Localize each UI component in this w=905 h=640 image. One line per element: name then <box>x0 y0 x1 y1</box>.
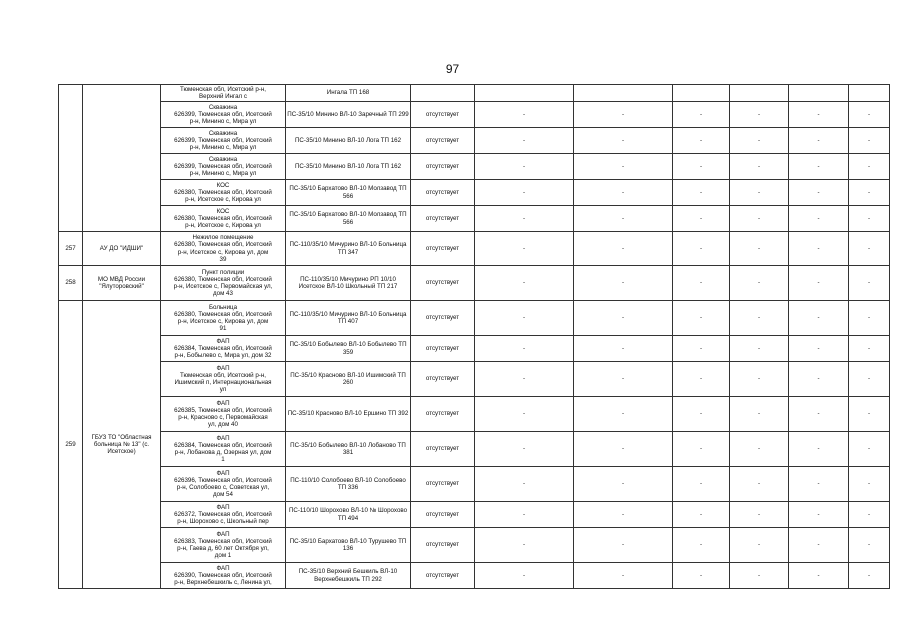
dash-cell: - <box>574 180 673 206</box>
object-address-line: ФАП <box>216 530 230 538</box>
dash-cell: - <box>849 528 890 563</box>
dash-cell: - <box>574 206 673 232</box>
dash-cell: - <box>475 432 574 467</box>
dash-cell <box>574 85 673 102</box>
dash-cell: - <box>730 206 789 232</box>
table-row <box>59 336 890 362</box>
power-source-cell: ПС-35/10 Минино ВЛ-10 Лога ТП 162 <box>286 128 411 154</box>
dash-cell: - <box>789 467 849 502</box>
table-row <box>59 180 890 206</box>
dash-cell: - <box>730 154 789 180</box>
table-row <box>59 206 890 232</box>
object-address-line: ул <box>219 386 227 394</box>
dash-cell: - <box>849 206 890 232</box>
status-cell: отсутствует <box>411 102 475 128</box>
dash-cell: - <box>730 397 789 432</box>
object-address-cell <box>161 154 286 180</box>
dash-cell: - <box>574 232 673 266</box>
dash-cell: - <box>475 232 574 266</box>
object-address-line: 626372, Тюменская обл, Исетский <box>174 510 272 518</box>
dash-cell: - <box>475 563 574 589</box>
dash-cell: - <box>849 467 890 502</box>
table-row <box>59 154 890 180</box>
dash-cell: - <box>730 180 789 206</box>
dash-cell: - <box>673 467 730 502</box>
object-address-line: 626383, Тюменская обл, Исетский <box>174 537 272 545</box>
dash-cell: - <box>730 528 789 563</box>
dash-cell: - <box>789 266 849 301</box>
dash-cell: - <box>849 102 890 128</box>
status-cell: отсутствует <box>411 154 475 180</box>
dash-cell: - <box>730 336 789 362</box>
object-address-line: р-н, Минино с, Мира ул <box>189 170 257 178</box>
status-cell: отсутствует <box>411 206 475 232</box>
status-cell: отсутствует <box>411 180 475 206</box>
status-cell: отсутствует <box>411 563 475 589</box>
object-address-line: р-н, Минино с, Мира ул <box>189 144 257 152</box>
table-row <box>59 301 890 336</box>
object-address-cell <box>161 232 286 266</box>
dash-cell: - <box>789 301 849 336</box>
dash-cell: - <box>789 206 849 232</box>
table-row <box>59 528 890 563</box>
dash-cell: - <box>475 528 574 563</box>
dash-cell: - <box>789 180 849 206</box>
object-address-line: Скважина <box>208 103 238 111</box>
object-address-line: КОС <box>216 181 230 189</box>
dash-cell: - <box>673 232 730 266</box>
status-cell: отсутствует <box>411 266 475 301</box>
object-address-cell <box>161 432 286 467</box>
object-address-line: 626396, Тюменская обл, Исетский <box>174 476 272 484</box>
object-address-cell <box>161 301 286 336</box>
dash-cell: - <box>475 336 574 362</box>
dash-cell: - <box>789 502 849 528</box>
dash-cell: - <box>730 362 789 397</box>
object-address-line: 626384, Тюменская обл, Исетский <box>174 344 272 352</box>
dash-cell: - <box>673 154 730 180</box>
dash-cell: - <box>574 528 673 563</box>
object-address-cell <box>161 102 286 128</box>
dash-cell: - <box>574 467 673 502</box>
dash-cell: - <box>673 301 730 336</box>
object-address-line: р-н, Верхнебешкиль с, Ленина ул, <box>174 579 272 587</box>
dash-cell: - <box>849 180 890 206</box>
dash-cell: - <box>673 362 730 397</box>
dash-cell: - <box>475 206 574 232</box>
dash-cell: - <box>475 467 574 502</box>
object-address-line: 626380, Тюменская обл, Исетский <box>174 188 272 196</box>
object-address-line: 626390, Тюменская обл, Исетский <box>174 571 272 579</box>
object-address-line: ФАП <box>216 503 230 511</box>
object-address-cell <box>161 206 286 232</box>
table-row <box>59 102 890 128</box>
object-address-cell <box>161 528 286 563</box>
organization-cell: АУ ДО "ИДШИ" <box>83 232 161 266</box>
dash-cell: - <box>574 128 673 154</box>
dash-cell: - <box>475 362 574 397</box>
object-address-line: 626380, Тюменская обл, Исетский <box>174 241 272 249</box>
page-number: 97 <box>445 62 460 76</box>
organization-cell: ГБУЗ ТО "Областная больница № 13" (с. Исетское) <box>83 301 161 589</box>
dash-cell: - <box>574 336 673 362</box>
dash-cell: - <box>574 362 673 397</box>
dash-cell: - <box>730 432 789 467</box>
dash-cell <box>673 85 730 102</box>
status-cell: отсутствует <box>411 397 475 432</box>
object-address-cell <box>161 180 286 206</box>
object-address-line: 39 <box>219 255 227 263</box>
dash-cell: - <box>730 301 789 336</box>
dash-cell: - <box>789 102 849 128</box>
dash-cell: - <box>849 563 890 589</box>
object-address-line: 626399, Тюменская обл, Исетский <box>174 110 272 118</box>
dash-cell: - <box>673 502 730 528</box>
status-cell: отсутствует <box>411 502 475 528</box>
power-source-cell: ПС-110/10 Шорохово ВЛ-10 № Шорохово ТП 494 <box>286 502 411 528</box>
power-source-cell: ПС-35/10 Бархатово ВЛ-10 Молзавод ТП 566 <box>286 206 411 232</box>
dash-cell: - <box>673 563 730 589</box>
object-address-line: р-н, Солобоево с, Советская ул, <box>176 484 270 491</box>
dash-cell: - <box>475 301 574 336</box>
object-address-cell <box>161 362 286 397</box>
object-address-line: Тюменская обл, Исетский р-н, <box>179 371 266 379</box>
dash-cell: - <box>730 502 789 528</box>
row-number-cell: 257 <box>59 232 83 266</box>
dash-cell: - <box>673 266 730 301</box>
dash-cell: - <box>789 362 849 397</box>
dash-cell: - <box>730 232 789 266</box>
power-source-cell: ПС-35/10 Красново ВЛ-10 Ишимский ТП 260 <box>286 362 411 397</box>
object-address-line: Пункт полиции <box>201 268 245 276</box>
object-address-line: 626384, Тюменская обл, Исетский <box>174 441 272 449</box>
object-address-line: КОС <box>216 207 230 215</box>
power-source-cell: Ингала ТП 168 <box>286 85 411 102</box>
object-address-line: р-н, Исетское с, Кирова ул, дом <box>177 248 269 256</box>
object-address-line: 626399, Тюменская обл, Исетский <box>174 162 272 170</box>
object-address-cell <box>161 266 286 301</box>
dash-cell: - <box>475 502 574 528</box>
table-row <box>59 502 890 528</box>
table-row <box>59 432 890 467</box>
dash-cell: - <box>475 128 574 154</box>
power-source-cell: ПС-110/35/10 Мичурино ВЛ-10 Больница ТП 407 <box>286 301 411 336</box>
dash-cell: - <box>475 154 574 180</box>
object-address-line: ФАП <box>216 399 230 407</box>
status-cell: отсутствует <box>411 232 475 266</box>
object-address-line: 626385, Тюменская обл, Исетский <box>174 406 272 414</box>
object-address-cell <box>161 467 286 502</box>
object-address-line: Скважина <box>208 155 238 163</box>
dash-cell: - <box>730 128 789 154</box>
object-address-line: Ишимский п, Интернациональная <box>174 379 272 386</box>
dash-cell: - <box>673 432 730 467</box>
object-address-cell <box>161 85 286 102</box>
dash-cell: - <box>849 336 890 362</box>
power-source-cell: ПС-35/10 Верхний Бешкиль ВЛ-10 Верхнебешкиль ТП 292 <box>286 563 411 589</box>
dash-cell: - <box>789 563 849 589</box>
dash-cell: - <box>574 563 673 589</box>
dash-cell: - <box>849 362 890 397</box>
dash-cell <box>789 85 849 102</box>
row-number-cell: 258 <box>59 266 83 301</box>
object-address-line: ул, дом 40 <box>208 421 238 429</box>
dash-cell: - <box>673 206 730 232</box>
organization-cell <box>83 85 161 232</box>
object-address-line: 1 <box>221 456 225 464</box>
dash-cell: - <box>789 336 849 362</box>
status-cell: отсутствует <box>411 336 475 362</box>
dash-cell: - <box>789 432 849 467</box>
object-address-line: р-н, Бобылево с, Мира ул, дом 32 <box>174 352 272 360</box>
object-address-line: р-н, Исетское с, Кирова ул <box>185 196 261 204</box>
object-address-line: р-н, Минино с, Мира ул <box>189 118 257 126</box>
object-address-line: ФАП <box>216 434 230 442</box>
dash-cell: - <box>849 128 890 154</box>
power-source-cell: ПС-110/35/10 Мичурино РП 10/10 Исетское ВЛ-10 Школьный ТП 217 <box>286 266 411 301</box>
object-address-line: ФАП <box>216 564 230 572</box>
dash-cell: - <box>849 154 890 180</box>
dash-cell: - <box>789 397 849 432</box>
dash-cell: - <box>849 301 890 336</box>
dash-cell: - <box>849 232 890 266</box>
object-address-cell <box>161 502 286 528</box>
object-address-line: р-н, Исетское с, Первомайская ул, <box>173 283 273 290</box>
dash-cell: - <box>574 102 673 128</box>
dash-cell: - <box>789 154 849 180</box>
dash-cell: - <box>673 397 730 432</box>
object-address-line: Нежилое помещение <box>192 234 254 242</box>
dash-cell: - <box>475 266 574 301</box>
table-row <box>59 362 890 397</box>
object-address-line: Скважина <box>208 129 238 137</box>
object-address-line: ФАП <box>216 469 230 477</box>
object-address-cell <box>161 336 286 362</box>
object-address-line: ФАП <box>216 337 230 345</box>
status-cell: отсутствует <box>411 128 475 154</box>
row-number-cell: 259 <box>59 301 83 589</box>
dash-cell: - <box>673 180 730 206</box>
table-row <box>59 563 890 589</box>
dash-cell: - <box>730 467 789 502</box>
object-address-cell <box>161 128 286 154</box>
object-address-cell <box>161 563 286 589</box>
status-cell: отсутствует <box>411 362 475 397</box>
dash-cell: - <box>849 266 890 301</box>
object-address-line: Больница <box>208 303 238 311</box>
dash-cell: - <box>849 397 890 432</box>
dash-cell: - <box>574 301 673 336</box>
power-source-cell: ПС-35/10 Бархатово ВЛ-10 Молзавод ТП 566 <box>286 180 411 206</box>
data-table <box>58 84 890 589</box>
dash-cell: - <box>673 336 730 362</box>
status-cell: отсутствует <box>411 467 475 502</box>
power-source-cell: ПС-35/10 Минино ВЛ-10 Лога ТП 162 <box>286 154 411 180</box>
object-address-line: р-н, Красново с, Первомайская <box>178 414 268 421</box>
dash-cell: - <box>574 154 673 180</box>
status-cell: отсутствует <box>411 432 475 467</box>
power-source-cell: ПС-35/10 Бобылево ВЛ-10 Лобаново ТП 381 <box>286 432 411 467</box>
table-row <box>59 266 890 301</box>
object-address-line: Тюменская обл, Исетский р-н, <box>179 85 266 93</box>
power-source-cell: ПС-35/10 Красново ВЛ-10 Ершино ТП 392 <box>286 397 411 432</box>
table-row <box>59 128 890 154</box>
table-row <box>59 397 890 432</box>
object-address-line: 626399, Тюменская обл, Исетский <box>174 136 272 144</box>
dash-cell: - <box>730 102 789 128</box>
object-address-line: р-н, Гаева д, 60 лет Октября ул, <box>177 545 269 552</box>
dash-cell: - <box>574 397 673 432</box>
status-cell: отсутствует <box>411 301 475 336</box>
object-address-cell <box>161 397 286 432</box>
dash-cell: - <box>673 128 730 154</box>
object-address-line: 626380, Тюменская обл, Исетский <box>174 275 272 283</box>
dash-cell <box>475 85 574 102</box>
object-address-line: Верхний Ингал с <box>199 93 247 100</box>
dash-cell: - <box>475 102 574 128</box>
object-address-line: дом 1 <box>214 552 232 560</box>
table-row <box>59 232 890 266</box>
power-source-cell: ПС-35/10 Бархатово ВЛ-10 Турушево ТП 136 <box>286 528 411 563</box>
dash-cell <box>849 85 890 102</box>
table-row <box>59 467 890 502</box>
power-source-cell: ПС-110/10 Солобоево ВЛ-10 Солобоево ТП 336 <box>286 467 411 502</box>
dash-cell: - <box>789 128 849 154</box>
power-source-cell: ПС-110/35/10 Мичурино ВЛ-10 Больница ТП 347 <box>286 232 411 266</box>
dash-cell: - <box>673 102 730 128</box>
dash-cell: - <box>789 528 849 563</box>
dash-cell: - <box>574 432 673 467</box>
dash-cell: - <box>730 563 789 589</box>
dash-cell: - <box>574 266 673 301</box>
object-address-line: 626380, Тюменская обл, Исетский <box>174 214 272 222</box>
row-number-cell <box>59 85 83 232</box>
dash-cell: - <box>574 502 673 528</box>
dash-cell: - <box>789 232 849 266</box>
status-cell <box>411 85 475 102</box>
dash-cell: - <box>849 432 890 467</box>
object-address-line: ФАП <box>216 364 230 372</box>
dash-cell: - <box>673 528 730 563</box>
object-address-line: дом 43 <box>213 290 233 298</box>
dash-cell: - <box>849 502 890 528</box>
object-address-line: р-н, Исетское с, Кирова ул <box>185 222 261 230</box>
object-address-line: дом 54 <box>213 491 233 499</box>
dash-cell <box>730 85 789 102</box>
object-address-line: р-н, Лобанова д, Озерная ул, дом <box>174 449 272 456</box>
status-cell: отсутствует <box>411 528 475 563</box>
dash-cell: - <box>730 266 789 301</box>
power-source-cell: ПС-35/10 Минино ВЛ-10 Заречный ТП 299 <box>286 102 411 128</box>
table-row <box>59 85 890 102</box>
object-address-line: 626380, Тюменская обл, Исетский <box>174 310 272 318</box>
object-address-line: р-н, Исетское с, Кирова ул, дом <box>177 318 269 325</box>
organization-cell: МО МВД России "Ялуторовский" <box>83 266 161 301</box>
object-address-line: р-н, Шорохово с, Школьный пер <box>177 518 269 526</box>
dash-cell: - <box>475 180 574 206</box>
object-address-line: 91 <box>219 325 227 333</box>
dash-cell: - <box>475 397 574 432</box>
power-source-cell: ПС-35/10 Бобылево ВЛ-10 Бобылево ТП 359 <box>286 336 411 362</box>
